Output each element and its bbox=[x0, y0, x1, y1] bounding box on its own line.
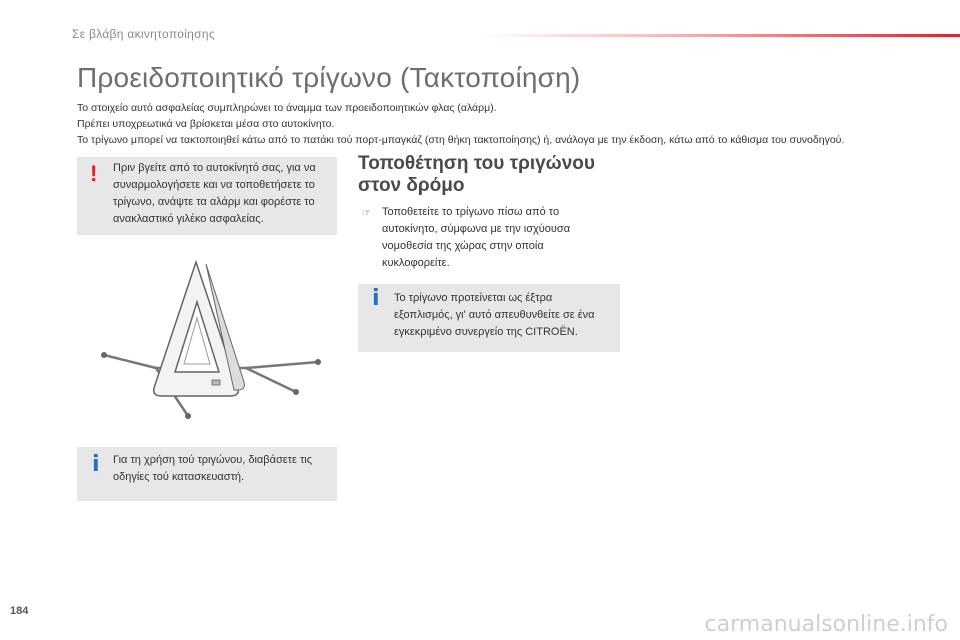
page-title: Προειδοποιητικό τρίγωνο (Τακτοποίηση) bbox=[77, 62, 581, 93]
section-header: Σε βλάβη ακινητοποίησης bbox=[72, 27, 215, 41]
warning-icon: ! bbox=[90, 161, 98, 186]
leg-foot bbox=[315, 359, 321, 365]
warning-triangle-illustration bbox=[96, 250, 336, 430]
page-number: 184 bbox=[10, 605, 29, 617]
info-text: Για τη χρήση τού τριγώνου, διαβάσετε τις οδηγίες τού κατασκευαστή. bbox=[113, 454, 313, 483]
info-icon: i bbox=[92, 452, 100, 477]
bullet-item bbox=[358, 204, 608, 272]
info-box-usage bbox=[77, 447, 337, 501]
section-title: Τοποθέτηση του τριγώνου στον δρόμο bbox=[358, 153, 595, 196]
info-text: Το τρίγωνο προτείνεται ως έξτρα εξοπλισμός, γι' αυτό απευθυνθείτε σε ένα εγκεκριμένο συνεργείο της CITROËN. bbox=[394, 292, 595, 338]
intro-line: Το στοιχείο αυτό ασφαλείας συμπληρώνει το άναμμα των προειδοποιητικών φλας (αλάρμ). bbox=[77, 102, 497, 114]
warning-box bbox=[77, 157, 337, 235]
leg-foot bbox=[101, 352, 107, 358]
warning-text: Πριν βγείτε από το αυτοκίνητό σας, για να συναρμολογήσετε και να τοποθετήσετε το τρίγωνο, ανάψτε τα αλάρμ και φορέστε το ανακλαστικό γιλέκο ασφαλείας. bbox=[113, 162, 316, 225]
info-icon: i bbox=[372, 286, 380, 311]
bullet-text: Τοποθετείτε το τρίγωνο πίσω από το αυτοκίνητο, σύμφωνα με την ισχύουσα νομοθεσία της χώρας στην οποία κυκλοφορείτε. bbox=[382, 206, 571, 269]
header-divider bbox=[480, 34, 960, 37]
intro-line: Το τρίγωνο μπορεί να τακτοποιηθεί κάτω από το πατάκι τού πορτ-μπαγκάζ (στη θήκη τακτοποίησης) ή, ανάλογα με την έκδοση, κάτω από το κάθισμα του συνοδηγού. bbox=[77, 134, 845, 146]
leg-foot bbox=[293, 389, 299, 395]
info-box-accessory bbox=[358, 284, 620, 352]
watermark: carmanualsonline.info bbox=[704, 612, 948, 637]
bullet-marker-icon: ☞ bbox=[362, 208, 371, 219]
intro-text bbox=[77, 100, 937, 148]
leg-foot bbox=[185, 413, 191, 419]
triangle-latch bbox=[212, 380, 220, 385]
intro-line: Πρέπει υποχρεωτικά να βρίσκεται μέσα στο αυτοκίνητο. bbox=[77, 118, 335, 130]
